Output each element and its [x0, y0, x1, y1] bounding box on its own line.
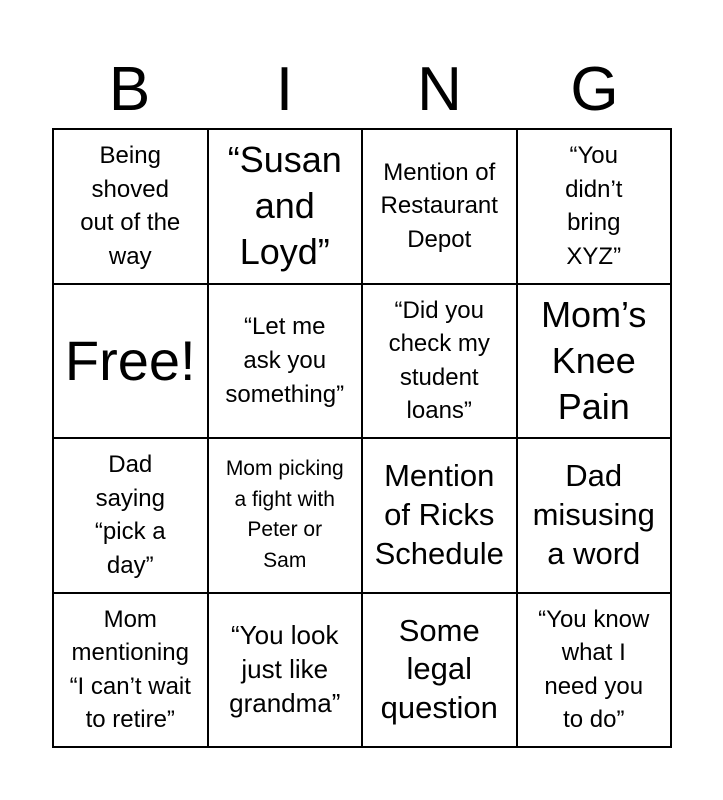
bingo-cell[interactable] [208, 284, 363, 439]
cell-text: “You know what I need you to do” [538, 605, 650, 734]
header-letter-g: G [570, 55, 619, 124]
cell-text: Being shoved out of the way [80, 142, 181, 270]
bingo-header [52, 52, 672, 128]
cell-text: Mom mentioning “I can’t wait to retire” [69, 605, 191, 734]
cell-text: “You look just like grandma” [229, 620, 341, 718]
header-letter-n: N [417, 55, 462, 124]
bingo-cell[interactable] [53, 593, 208, 748]
bingo-cell[interactable] [362, 284, 517, 439]
cell-text: Mention of Restaurant Depot [380, 158, 498, 254]
bingo-cell[interactable] [208, 593, 363, 748]
cell-text: “Did you check my student loans” [388, 296, 490, 425]
cell-text: Mom’s Knee Pain [541, 293, 647, 427]
cell-text: Free! [64, 328, 196, 392]
bingo-cell[interactable] [517, 593, 672, 748]
cell-text: Some legal question [380, 612, 498, 726]
bingo-cell[interactable] [53, 129, 208, 284]
cell-text: “Let me ask you something” [225, 313, 345, 408]
bingo-cell[interactable] [517, 129, 672, 284]
cell-text: Mom picking a fight with Peter or Sam [225, 457, 344, 572]
bingo-cell[interactable] [53, 438, 208, 593]
cell-text: Mention of Ricks Schedule [374, 458, 504, 571]
cell-text: Dad misusing a word [532, 458, 655, 571]
cell-text: Dad saying “pick a day” [94, 451, 166, 579]
bingo-cell[interactable] [362, 129, 517, 284]
header-letter-b: B [108, 55, 151, 124]
bingo-board [52, 128, 672, 748]
bingo-cell[interactable] [208, 438, 363, 593]
bingo-cell[interactable] [208, 129, 363, 284]
bingo-cell[interactable] [517, 284, 672, 439]
bingo-cell[interactable] [362, 438, 517, 593]
bingo-cell[interactable] [517, 438, 672, 593]
cell-text: “Susan and Loyd” [227, 139, 342, 273]
bingo-free-cell[interactable] [53, 284, 208, 439]
cell-text: “You didn’t bring XYZ” [565, 142, 623, 270]
header-letter-i: I [275, 55, 294, 124]
bingo-cell[interactable] [362, 593, 517, 748]
